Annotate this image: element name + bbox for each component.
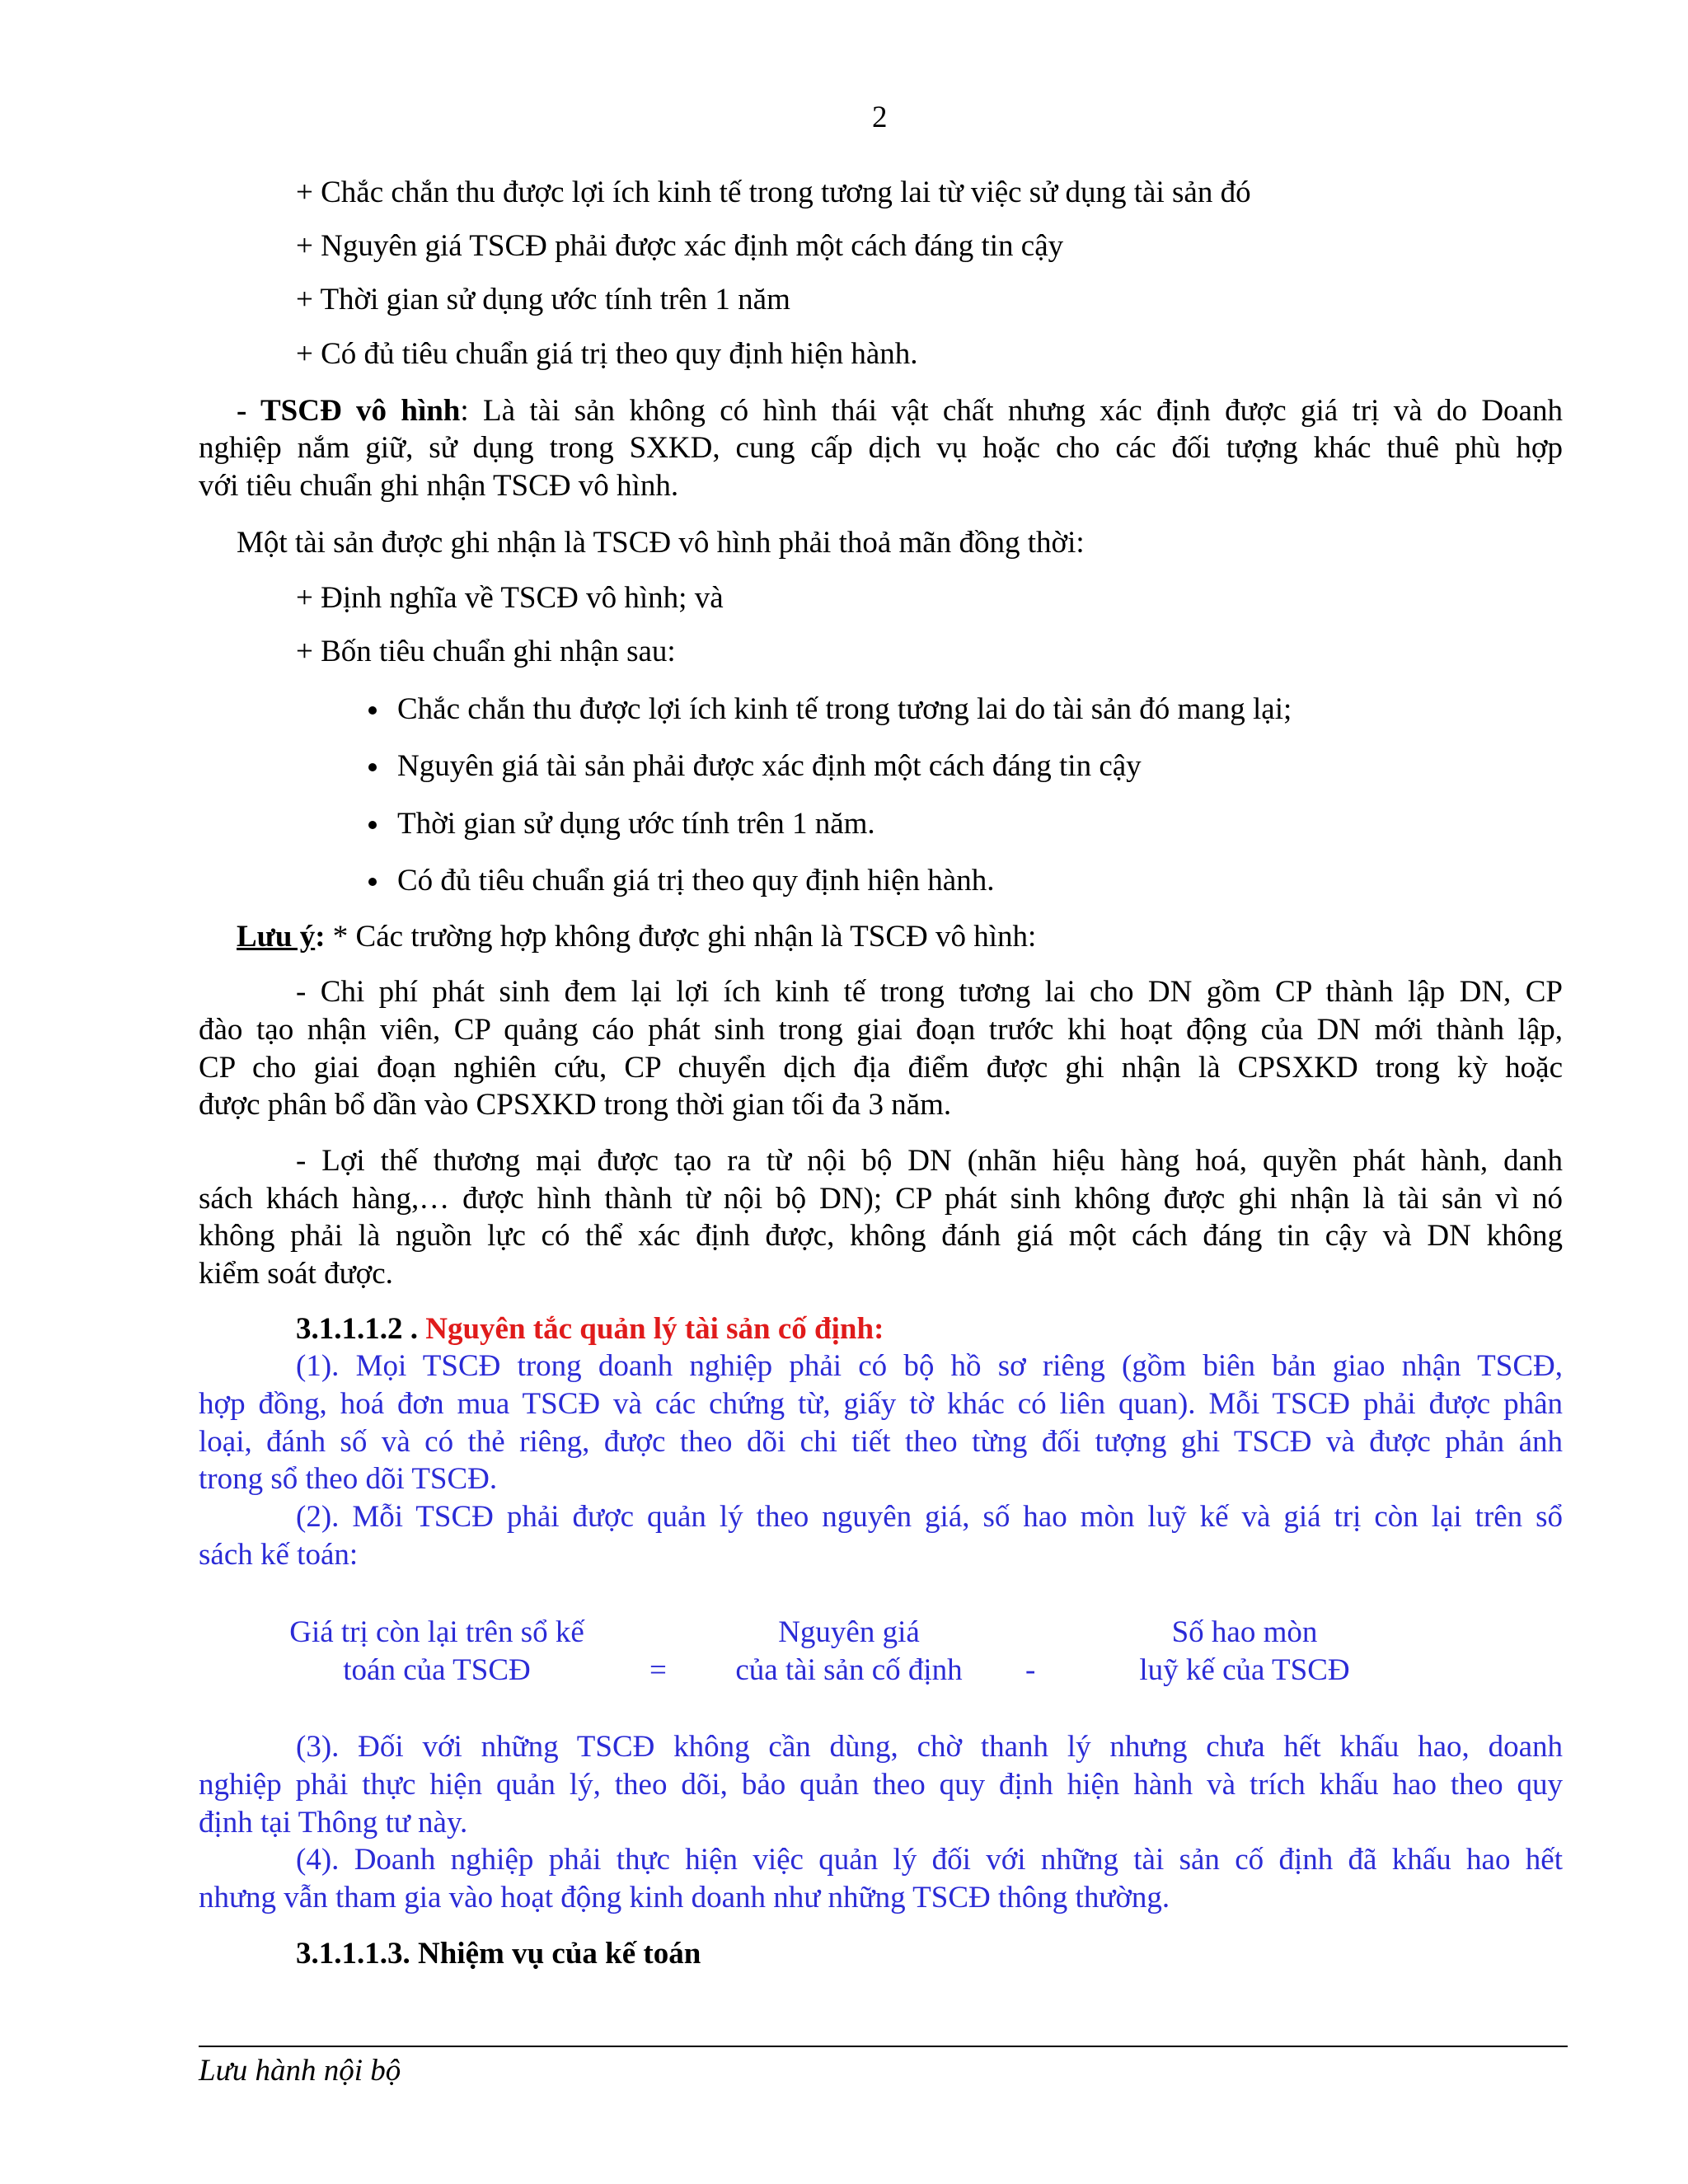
principle-1-line-3: loại, đánh số và có thẻ riêng, được theo dõi chi tiết theo từng đối tượng ghi TSCĐ và được phản ánh bbox=[199, 1425, 1563, 1459]
note-para1-line-1: - Chi phí phát sinh đem lại lợi ích kinh tế trong tương lai cho DN gồm CP thành lập DN, CP bbox=[296, 975, 1563, 1009]
formula-middle: Nguyên giá của tài sản cố định bbox=[735, 1615, 963, 1687]
formula-right: Số hao mòn luỹ kế của TSCĐ bbox=[1139, 1615, 1350, 1687]
page-number: 2 bbox=[872, 101, 888, 134]
principle-1-line-2: hợp đồng, hoá đơn mua TSCĐ và các chứng từ, giấy tờ khác có liên quan). Mỗi TSCĐ phải được phân bbox=[199, 1387, 1563, 1421]
note-para1-line-3: CP cho giai đoạn nghiên cứu, CP chuyển dịch địa điểm được ghi nhận là CPSXKD trong kỳ hoặc bbox=[199, 1051, 1563, 1085]
recognition-intro: Một tài sản được ghi nhận là TSCĐ vô hình phải thoả mãn đồng thời: bbox=[237, 526, 1085, 560]
criteria-item-3: + Thời gian sử dụng ước tính trên 1 năm bbox=[296, 283, 790, 316]
section-heading-312: 3.1.1.1.2 . Nguyên tắc quản lý tài sản cố định: bbox=[296, 1312, 884, 1346]
intangible-definition-line-1: - TSCĐ vô hình: Là tài sản không có hình thái vật chất nhưng xác định được giá trị và do Doanh bbox=[237, 394, 1563, 428]
criteria-item-4: + Có đủ tiêu chuẩn giá trị theo quy định hiện hành. bbox=[296, 337, 918, 371]
formula-left: Giá trị còn lại trên sổ kế toán của TSCĐ bbox=[289, 1615, 584, 1687]
criterion-bullet-2: Nguyên giá tài sản phải được xác định một cách đáng tin cậy bbox=[397, 748, 1142, 785]
principle-4-line-2: nhưng vẫn tham gia vào hoạt động kinh doanh như những TSCĐ thông thường. bbox=[199, 1881, 1170, 1915]
principle-2-line-2: sách kế toán: bbox=[199, 1538, 359, 1572]
principle-4-line-1: (4). Doanh nghiệp phải thực hiện việc quản lý đối với những tài sản cố định đã khấu hao hết bbox=[296, 1843, 1563, 1877]
principle-1-line-1: (1). Mọi TSCĐ trong doanh nghiệp phải có bộ hồ sơ riêng (gồm biên bản giao nhận TSCĐ, bbox=[296, 1349, 1563, 1383]
principle-3-line-2: nghiệp phải thực hiện quản lý, theo dõi, bảo quản theo quy định hiện hành và trích khấu hao theo quy bbox=[199, 1768, 1563, 1802]
note-para2-line-1: - Lợi thế thương mại được tạo ra từ nội bộ DN (nhãn hiệu hàng hoá, quyền phát hành, danh bbox=[296, 1144, 1563, 1178]
note-heading: Lưu ý: * Các trường hợp không được ghi nhận là TSCĐ vô hình: bbox=[237, 920, 1037, 954]
footer-divider bbox=[199, 2046, 1568, 2047]
formula-minus: - bbox=[1025, 1653, 1036, 1687]
recognition-item-2: + Bốn tiêu chuẩn ghi nhận sau: bbox=[296, 635, 676, 668]
principle-3-line-3: định tại Thông tư này. bbox=[199, 1806, 468, 1840]
bullet-icon bbox=[368, 763, 377, 771]
intangible-definition-line-2: nghiệp nắm giữ, sử dụng trong SXKD, cung cấp dịch vụ hoặc cho các đối tượng khác thuê phù hợp bbox=[199, 431, 1563, 465]
note-para2-line-4: kiểm soát được. bbox=[199, 1257, 393, 1291]
section-heading-313: 3.1.1.1.3. Nhiệm vụ của kế toán bbox=[296, 1937, 701, 1971]
note-para2-line-2: sách khách hàng,… được hình thành từ nội bộ DN); CP phát sinh không được ghi nhận là tài sản vì nó bbox=[199, 1182, 1563, 1216]
footer-text: Lưu hành nội bộ bbox=[199, 2054, 401, 2088]
criterion-bullet-4: Có đủ tiêu chuẩn giá trị theo quy định hiện hành. bbox=[397, 862, 994, 900]
recognition-item-1: + Định nghĩa về TSCĐ vô hình; và bbox=[296, 581, 724, 615]
criterion-bullet-3: Thời gian sử dụng ước tính trên 1 năm. bbox=[397, 805, 875, 843]
bullet-icon bbox=[368, 878, 377, 886]
principle-1-line-4: trong sổ theo dõi TSCĐ. bbox=[199, 1462, 498, 1496]
note-para1-line-2: đào tạo nhận viên, CP quảng cáo phát sinh trong giai đoạn trước khi hoạt động của DN mới thành lập, bbox=[199, 1013, 1563, 1047]
criteria-item-1: + Chắc chắn thu được lợi ích kinh tế trong tương lai từ việc sử dụng tài sản đó bbox=[296, 176, 1251, 209]
formula-equals: = bbox=[649, 1653, 667, 1687]
bullet-icon bbox=[368, 706, 377, 715]
principle-2-line-1: (2). Mỗi TSCĐ phải được quản lý theo nguyên giá, số hao mòn luỹ kế và giá trị còn lại trên sổ bbox=[296, 1500, 1563, 1534]
intangible-definition-line-3: với tiêu chuẩn ghi nhận TSCĐ vô hình. bbox=[199, 469, 679, 503]
criterion-bullet-1: Chắc chắn thu được lợi ích kinh tế trong tương lai do tài sản đó mang lại; bbox=[397, 691, 1292, 729]
principle-3-line-1: (3). Đối với những TSCĐ không cần dùng, chờ thanh lý nhưng chưa hết khấu hao, doanh bbox=[296, 1730, 1563, 1764]
criteria-item-2: + Nguyên giá TSCĐ phải được xác định một cách đáng tin cậy bbox=[296, 229, 1064, 263]
note-para1-line-4: được phân bổ dần vào CPSXKD trong thời gian tối đa 3 năm. bbox=[199, 1088, 952, 1122]
bullet-icon bbox=[368, 821, 377, 829]
note-para2-line-3: không phải là nguồn lực có thể xác định được, không đánh giá một cách đáng tin cậy và DN không bbox=[199, 1219, 1563, 1253]
note-label: Lưu ý bbox=[237, 920, 316, 954]
